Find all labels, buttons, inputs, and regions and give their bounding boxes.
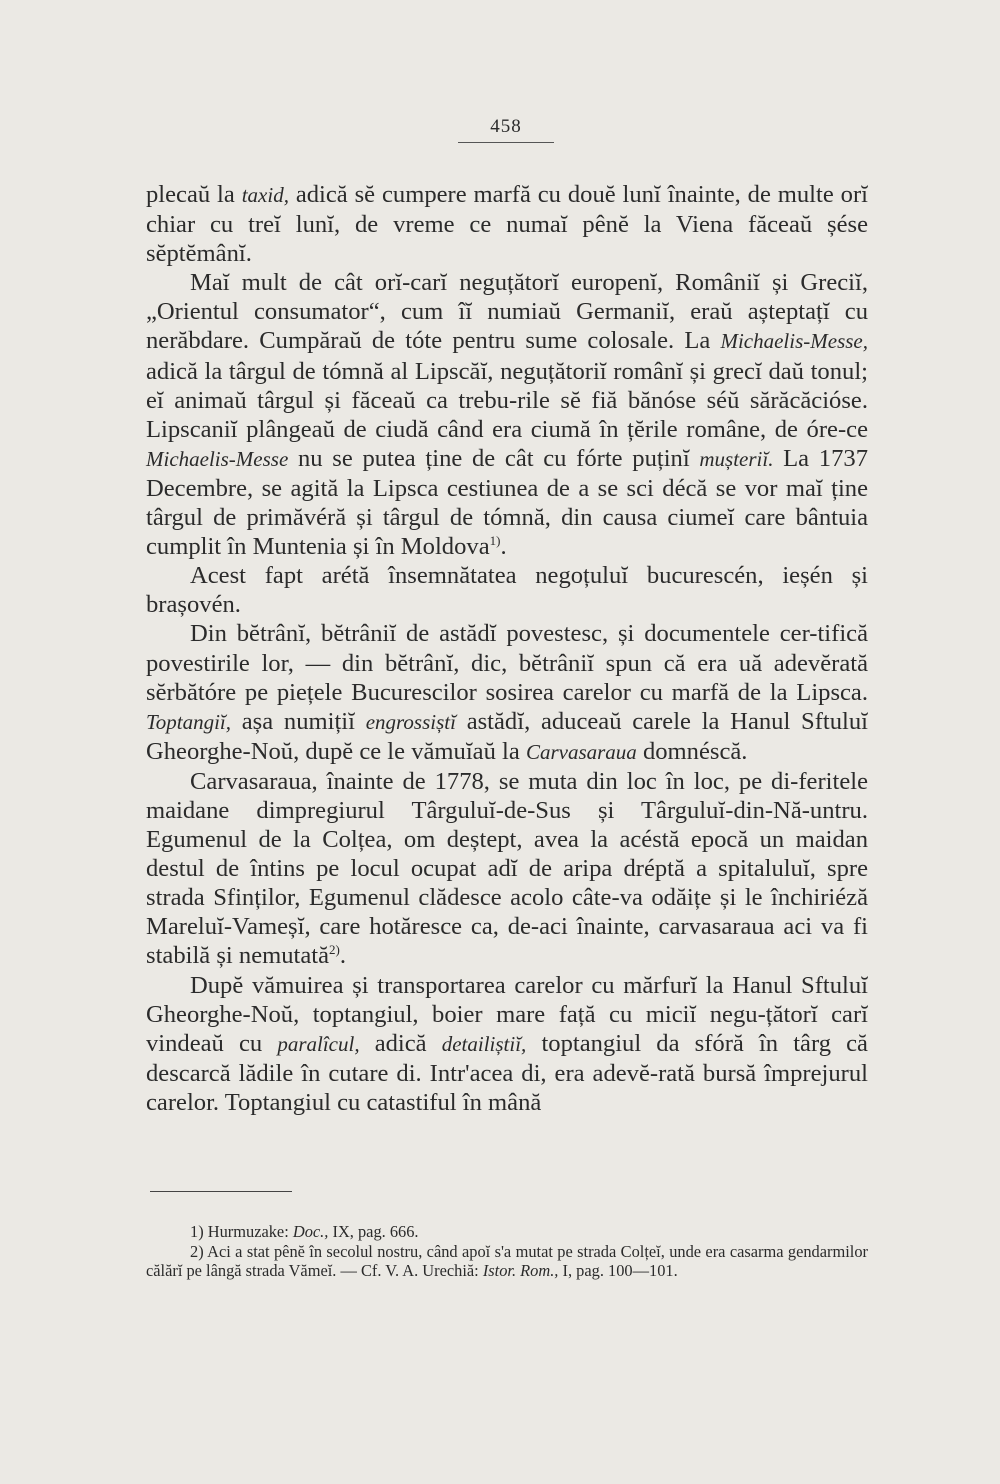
- text-run: Hurmuzake:: [203, 1222, 293, 1241]
- text-run: Maĭ mult de cât orĭ-carĭ neguțătorĭ europenĭ, Româniĭ și Greciĭ, „Orientul consumator“, cum îĭ numiaŭ Germaniĭ, eraŭ așteptațĭ cu nerăbdare. Cumpăraŭ de tóte pentru sume colosale. La: [146, 269, 868, 355]
- italic-term: engrossiștĭ: [365, 709, 456, 734]
- text-run: .: [339, 942, 347, 970]
- italic-term: mușteriĭ.: [699, 446, 774, 471]
- text-run: adică la târgul de tómnă al Lipscăĭ, neguțătoriĭ românĭ și grecĭ daŭ tonul; eĭ animaŭ târgul și făceaŭ ca trebu-rile sĕ fiă bănóse séŭ sărăcăcióse. Lipscaniĭ plângeaŭ de ciudă când era ciumă în țĕrile române, de óre-ce: [146, 357, 868, 443]
- paragraph: [146, 180, 868, 268]
- italic-term: Michaelis-Messe,: [720, 329, 868, 354]
- paragraph: [146, 767, 868, 971]
- italic-term: detailiștiĭ,: [441, 1031, 527, 1056]
- paragraph: [146, 619, 868, 766]
- text-run: toptangiul da sfóră în târg că descarcă lădile în cutare di. Intr'acea di, era adevĕ-rată bursă împrejurul carelor. Toptangiul cu catastiful în mână: [146, 1029, 868, 1116]
- text-run: 2): [190, 1241, 204, 1261]
- text-run: I, pag. 100—101.: [558, 1261, 678, 1280]
- text-run: Aci a stat pênĕ în secolul nostru, când apoĭ s'a mutat pe strada Colțeĭ, unde era casarma gendarmilor călărĭ pe lângă strada Vămeĭ. — Cf. V. A. Urechiă:: [146, 1241, 868, 1280]
- text-run: Din bĕtrânĭ, bĕtrâniĭ de astădĭ povestesc, și documentele cer-tifică povestirile lor, — din bĕtrânĭ, dic, bĕtrâniĭ spun că era uă adevĕrată sĕrbătóre pe piețele Bucurescilor sosirea carelor cu marfă de la Lipsca.: [146, 620, 868, 706]
- text-run: așa numițiĭ: [231, 707, 366, 735]
- italic-term: paralîcul,: [277, 1031, 360, 1056]
- text-run: .: [500, 533, 507, 561]
- italic-term: Toptangiĭ,: [146, 709, 232, 734]
- text-run: La 1737 Decembre, se agită la Lipsca cestiunea de a se sci décă se vor maĭ ține târgul de primăvéră și târgul de tómnă, din causa ciumeĭ care bântuia cumplit în Muntenia și în Moldova: [146, 444, 868, 561]
- italic-term: Michaelis-Messe: [146, 446, 289, 471]
- paragraph: [146, 561, 868, 619]
- italic-term: Istor. Rom.,: [482, 1261, 559, 1280]
- text-run: 1): [190, 1222, 204, 1241]
- italic-term: taxid,: [241, 183, 289, 207]
- footnotes: [146, 1222, 868, 1281]
- body-text: [146, 180, 868, 1117]
- paragraph: [146, 268, 868, 561]
- footnote-marker: 1): [489, 532, 501, 548]
- text-run: astădĭ, aduceaŭ carele la Hanul Sftuluĭ Gheorghe-Noŭ, dupĕ ce le vămuĭaŭ la: [146, 707, 868, 765]
- text-run: plecaŭ la: [146, 181, 242, 208]
- italic-term: Doc.,: [292, 1222, 329, 1241]
- text-run: Dupĕ vămuirea și transportarea carelor cu mărfurĭ la Hanul Sftuluĭ Gheorghe-Noŭ, toptangiul, boier mare față cu miciĭ negu-țătorĭ carĭ vindeaŭ cu: [146, 971, 868, 1057]
- text-run: Acest fapt arétă însemnătatea negoțuluĭ bucurescén, ieșén și brașovén.: [146, 562, 868, 619]
- page-number: 458: [490, 116, 522, 137]
- text-run: adică: [359, 1029, 442, 1057]
- text-run: nu se putea ține de cât cu fórte puținĭ: [288, 444, 700, 472]
- footnote: [146, 1242, 868, 1281]
- footnote: [146, 1222, 868, 1242]
- paragraph: [146, 971, 868, 1117]
- footnote-separator: [150, 1191, 292, 1192]
- text-run: IX, pag. 666.: [328, 1222, 419, 1241]
- footnote-marker: 2): [329, 942, 340, 958]
- text-run: domnéscă.: [636, 737, 748, 765]
- text-run: Carvasaraua, înainte de 1778, se muta din loc în loc, pe di-feritele maidane dimpregiurul Târguluĭ-de-Sus și Târguluĭ-din-Nă-untru. Egumenul de la Colțea, om deștept, avea la acéstă epocă un maidan destul de întins pe locul ocupat adĭ de aripa dréptă a spitaluluĭ, spre strada Sfinților, Egumenul clădesce acolo câte-va odăițe și le închiriéză Mareluĭ-Vameșĭ, care hotăresce ca, de-aci înainte, carvasaraua aci va fi stabilă și nemutată: [146, 767, 868, 970]
- page-number-rule: [458, 142, 554, 143]
- italic-term: Carvasaraua: [525, 739, 637, 764]
- text-run: adică sĕ cumpere marfă cu douĕ lunĭ înainte, de multe orĭ chiar cu treĭ lunĭ, de vreme ce numaĭ pênĕ la Viena făceaŭ șése sĕptĕmânĭ.: [146, 181, 868, 268]
